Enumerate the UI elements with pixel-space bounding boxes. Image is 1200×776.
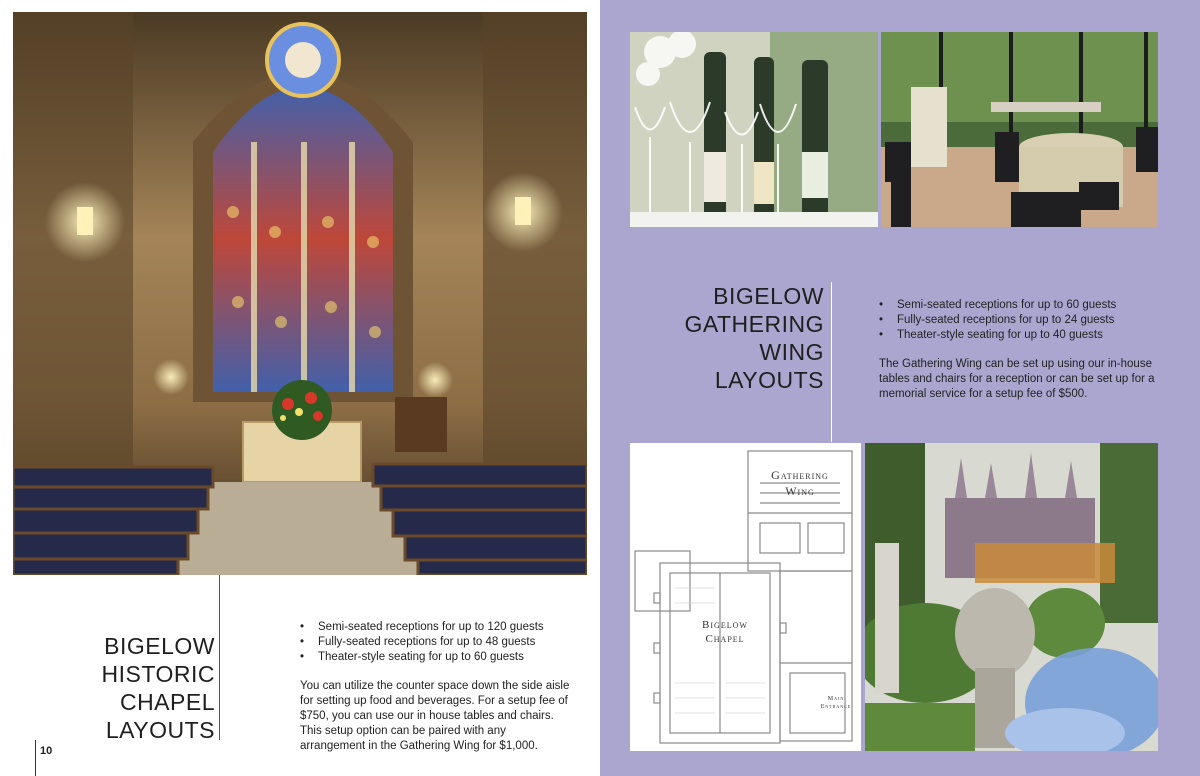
title-line: CHAPEL bbox=[119, 689, 215, 715]
title-line: LAYOUTS bbox=[714, 367, 824, 393]
vertical-divider bbox=[219, 575, 220, 740]
main-entrance-label bbox=[812, 695, 860, 711]
label-line: Main bbox=[827, 696, 845, 702]
title-line: HISTORIC bbox=[101, 661, 215, 687]
gathering-wing-label bbox=[755, 467, 845, 499]
list-item: • Theater-style seating for up to 60 guests bbox=[300, 650, 570, 665]
label-line: Chapel bbox=[705, 633, 745, 645]
capacity-list bbox=[300, 620, 570, 665]
title-line: BIGELOW bbox=[104, 633, 215, 659]
label-line: Gathering bbox=[771, 468, 829, 482]
floor-plan bbox=[630, 443, 861, 751]
page-number: 10 bbox=[40, 745, 53, 757]
title-line: BIGELOW bbox=[713, 283, 824, 309]
chapel-description: You can utilize the counter space down the side aisle for setting up food and beverages. For a setup fee of $750, you can use our in house tables and chairs. This setup option can be paired with any arrangement in the Gathering Wing for $1,000. bbox=[300, 680, 570, 752]
list-item: • Semi-seated receptions for up to 60 guests bbox=[879, 298, 1184, 313]
title-line: GATHERING bbox=[684, 311, 824, 337]
list-item: • Fully-seated receptions for up to 24 guests bbox=[879, 313, 1184, 328]
gathering-wing-layouts-title bbox=[660, 282, 824, 394]
label-line: Wing bbox=[785, 484, 815, 498]
gathering-room-photo bbox=[881, 32, 1158, 227]
right-page bbox=[600, 0, 1200, 776]
cemetery-garden-photo bbox=[865, 443, 1158, 751]
wine-glasses-photo bbox=[630, 32, 878, 227]
label-line: Bigelow bbox=[702, 619, 748, 631]
list-item: • Theater-style seating for up to 40 guests bbox=[879, 328, 1184, 343]
gathering-wing-details bbox=[879, 298, 1184, 402]
page-number-rule bbox=[35, 740, 36, 776]
wine-illustration bbox=[630, 32, 878, 227]
chapel-layouts-title bbox=[40, 632, 215, 744]
room-illustration bbox=[881, 32, 1158, 227]
vertical-divider bbox=[831, 282, 832, 442]
garden-illustration bbox=[865, 443, 1158, 751]
chapel-layout-details bbox=[300, 620, 570, 754]
chapel-interior-photo bbox=[13, 12, 587, 575]
label-line: Entrance bbox=[820, 704, 852, 710]
chapel-illustration bbox=[13, 12, 587, 575]
title-line: WING bbox=[759, 339, 824, 365]
capacity-list bbox=[879, 298, 1184, 343]
chapel-label bbox=[690, 618, 760, 646]
list-item: • Semi-seated receptions for up to 120 guests bbox=[300, 620, 570, 635]
gathering-wing-description: The Gathering Wing can be set up using our in-house tables and chairs for a reception or can be set up for a memorial service for a setup fee of $500. bbox=[879, 358, 1155, 400]
list-item: • Fully-seated receptions for up to 48 guests bbox=[300, 635, 570, 650]
title-line: LAYOUTS bbox=[105, 717, 215, 743]
